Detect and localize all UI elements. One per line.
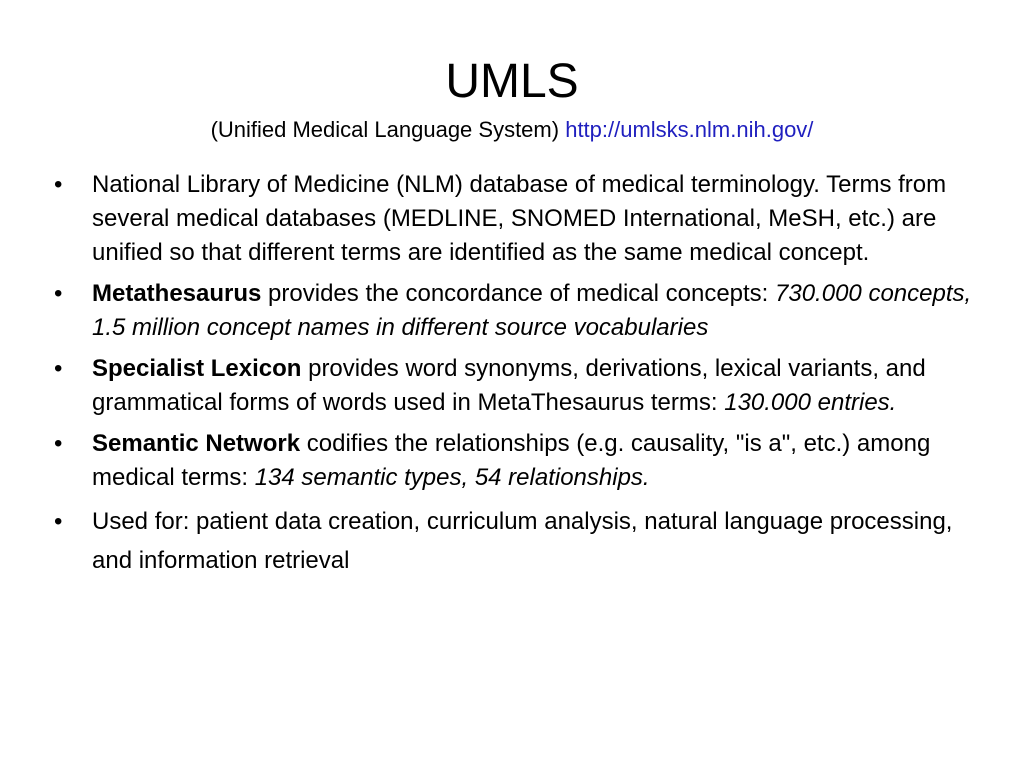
bullet-text bbox=[92, 280, 971, 341]
bullet-text: National Library of Medicine (NLM) database of medical terminology. Terms from several medical databases (MEDLINE, SNOMED International, MeSH, etc.) are unified so that different terms are identified as the same medical concept. bbox=[92, 171, 947, 266]
bullet-item-nlm-database bbox=[52, 168, 982, 270]
bullet-term: Specialist Lexicon bbox=[92, 355, 302, 382]
bullet-text bbox=[92, 430, 930, 491]
bullet-dot-icon: • bbox=[54, 280, 63, 307]
bullet-item-metathesaurus bbox=[52, 277, 982, 345]
bullet-detail: 130.000 entries. bbox=[724, 389, 897, 416]
bullet-description: codifies the relationships (e.g. causality, "is a", etc.) among medical terms: bbox=[92, 430, 931, 491]
bullet-dot-icon: • bbox=[54, 430, 63, 457]
bullet-item-specialist-lexicon bbox=[52, 352, 982, 420]
umls-link[interactable]: http://umlsks.nlm.nih.gov/ bbox=[565, 117, 814, 142]
bullet-dot-icon: • bbox=[54, 355, 63, 382]
slide-title: UMLS bbox=[445, 55, 579, 108]
bullet-item-semantic-network bbox=[52, 427, 982, 495]
subtitle-text: (Unified Medical Language System) bbox=[210, 117, 560, 142]
bullet-detail: 134 semantic types, 54 relationships. bbox=[254, 464, 650, 491]
bullet-item-used-for bbox=[52, 502, 982, 580]
bullet-dot-icon: • bbox=[54, 508, 63, 535]
bullet-text bbox=[92, 355, 926, 416]
bullet-text: Used for: patient data creation, curriculum analysis, natural language processing, and information retrieval bbox=[92, 508, 953, 574]
bullet-term: Semantic Network bbox=[92, 430, 301, 457]
bullet-term: Metathesaurus bbox=[92, 280, 262, 307]
bullet-detail: 730.000 concepts, 1.5 million concept names in different source vocabularies bbox=[92, 280, 972, 341]
bullet-list bbox=[52, 168, 982, 587]
bullet-description: provides word synonyms, derivations, lexical variants, and grammatical forms of words used in MetaThesaurus terms: bbox=[92, 355, 926, 416]
bullet-dot-icon: • bbox=[54, 171, 63, 198]
bullet-description: provides the concordance of medical concepts: bbox=[261, 280, 776, 307]
slide-subtitle bbox=[0, 116, 1024, 144]
